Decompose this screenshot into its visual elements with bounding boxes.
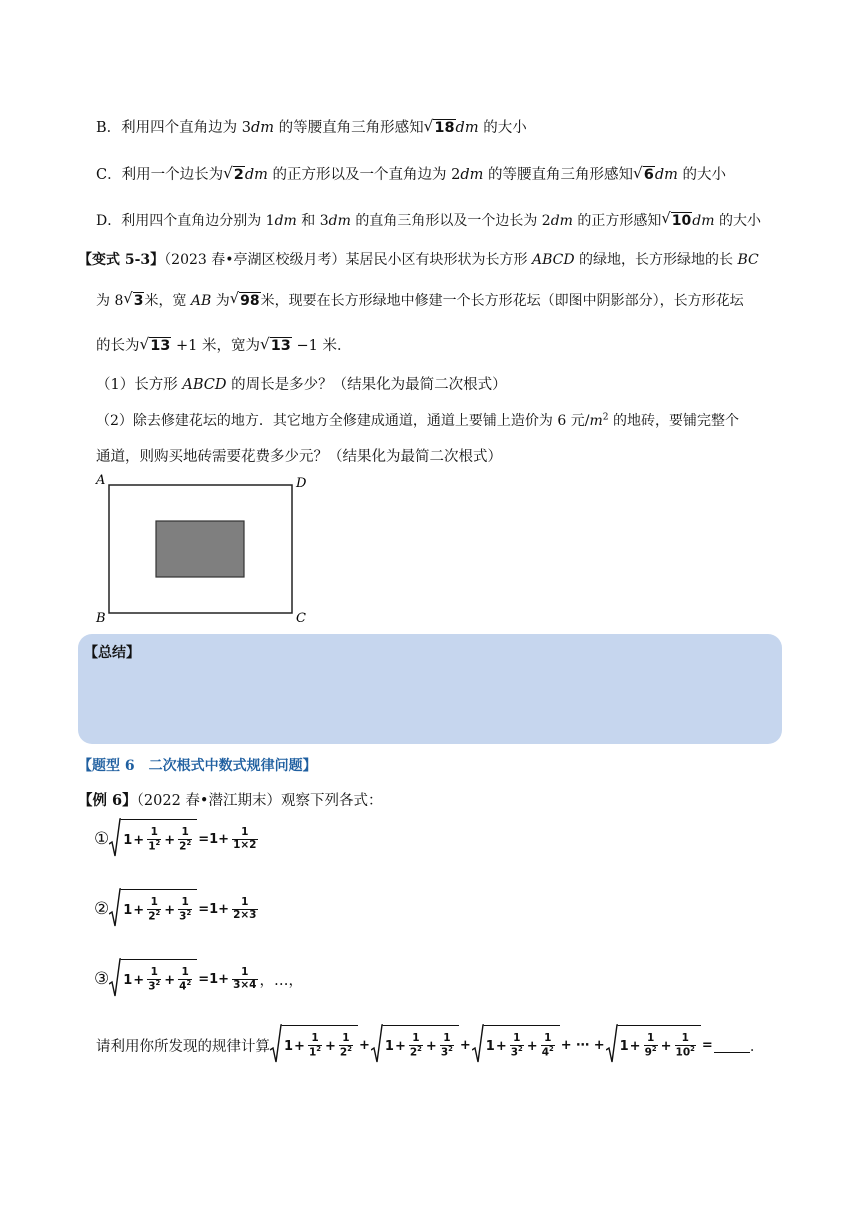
fraction-numerator: 1 xyxy=(150,896,158,909)
sqrt-13-a: √ 13 xyxy=(139,335,171,355)
fraction-numerator: 1 xyxy=(342,1032,350,1045)
sqrt-expression xyxy=(371,1024,459,1066)
one: 1 xyxy=(123,832,133,848)
fraction xyxy=(308,1033,322,1059)
plus: + xyxy=(164,832,176,848)
fraction-denominator xyxy=(147,979,161,993)
fraction-base: 4 xyxy=(179,980,187,993)
fraction-denominator xyxy=(440,1045,454,1059)
variant-line2-mid2: 为 xyxy=(211,293,230,309)
option-d-mid2: 的正方形感知 xyxy=(572,213,662,229)
sqrt-body xyxy=(383,1025,459,1065)
fraction xyxy=(232,967,257,991)
exponent: 2 xyxy=(690,1044,695,1053)
fraction-denominator xyxy=(147,909,161,923)
fraction-base: 2 xyxy=(409,1046,418,1059)
exponent: 2 xyxy=(155,978,161,987)
fraction-base: 3 xyxy=(440,1046,449,1059)
vertex-d: D xyxy=(296,476,307,491)
exponent: 2 xyxy=(651,1044,657,1053)
fraction xyxy=(178,827,192,853)
plus: + xyxy=(164,902,176,918)
radical-sign xyxy=(109,888,121,930)
fraction-numerator: 1 xyxy=(150,966,158,979)
plus: + xyxy=(660,1038,672,1054)
calc-prefix: 请利用你所发现的规律计算 xyxy=(96,1038,270,1055)
summary-label: 【总结】 xyxy=(84,645,140,661)
ellipsis: ，…， xyxy=(259,972,303,989)
plus: + xyxy=(358,1037,370,1053)
option-d xyxy=(96,210,761,230)
question-2-line2 xyxy=(96,445,502,466)
sqrt-10-body: 10 xyxy=(671,213,692,230)
fraction-numerator: 1 xyxy=(513,1032,521,1045)
formula-2 xyxy=(94,888,260,930)
label-bc: BC xyxy=(737,252,759,268)
answer-blank xyxy=(714,1038,750,1053)
fraction-numerator: 1 xyxy=(681,1032,689,1045)
exponent: 2 xyxy=(417,1044,422,1053)
plus: + xyxy=(164,972,176,988)
option-c-mid2: 的等腰直角三角形感知 xyxy=(483,167,634,183)
fraction-base: 1 xyxy=(308,1046,317,1059)
option-c-prefix: C．利用一个边长为 xyxy=(96,167,224,183)
calc-line xyxy=(96,1024,764,1066)
fraction-numerator: 1 xyxy=(443,1032,451,1045)
sqrt-98: √ 98 xyxy=(229,290,260,310)
sqrt-6: √ 6 xyxy=(633,164,654,184)
flower-bed xyxy=(156,521,244,577)
fraction-denominator xyxy=(178,979,192,993)
plus: + xyxy=(133,832,145,848)
fraction xyxy=(178,897,192,923)
summary-box xyxy=(78,634,782,744)
plus: + xyxy=(325,1038,336,1054)
radical-sign xyxy=(109,818,121,860)
option-c-mid1: 的正方形以及一个直角边为 2 xyxy=(267,167,461,183)
sqrt-expression xyxy=(109,888,197,930)
one: 1 xyxy=(123,902,133,918)
q1-post: 的周长是多少？（结果化为最简二次根式） xyxy=(226,377,507,393)
one: 1 xyxy=(123,972,133,988)
sqrt-body xyxy=(121,889,197,929)
exponent: 2 xyxy=(347,1044,352,1053)
fraction xyxy=(147,967,161,993)
fraction-numerator: 1 xyxy=(311,1032,319,1045)
equals-one-plus: =1+ xyxy=(198,901,230,917)
unit-dm: dm xyxy=(251,120,275,136)
unit-dm: dm xyxy=(550,213,573,229)
option-d-prefix: D．利用四个直角边分别为 1 xyxy=(96,213,275,229)
vertex-b: B xyxy=(96,611,106,626)
sqrt-10: √ 10 xyxy=(661,210,692,230)
fraction xyxy=(440,1033,454,1059)
sqrt-13-body: 13 xyxy=(270,338,291,355)
sqrt-body xyxy=(121,959,197,999)
fraction-base: 2 xyxy=(148,910,156,923)
equals-one-plus: =1+ xyxy=(198,831,230,847)
sqrt-expression xyxy=(109,818,197,860)
unit-dm: dm xyxy=(244,167,268,183)
q2-line2: 通道，则购买地砖需要花费多少元？（结果化为最简二次根式） xyxy=(96,449,502,465)
plus: + xyxy=(495,1038,507,1054)
fraction xyxy=(147,897,161,923)
sqrt-6-body: 6 xyxy=(643,167,654,184)
sqrt-3: √ 3 xyxy=(123,290,144,310)
option-b xyxy=(96,116,527,137)
fraction xyxy=(675,1033,696,1059)
sqrt-body xyxy=(282,1025,358,1065)
fraction xyxy=(541,1033,555,1059)
fraction-denominator xyxy=(644,1045,658,1059)
fraction-numerator: 1 xyxy=(544,1032,552,1045)
label-abcd: ABCD xyxy=(531,252,575,268)
variant-line1 xyxy=(78,249,759,269)
variant-line3-mid: +1 米，宽为 xyxy=(171,338,260,354)
unit-sup: 2 xyxy=(602,412,609,423)
option-c-suffix: 的大小 xyxy=(677,167,726,183)
fraction xyxy=(232,827,257,851)
sqrt-body xyxy=(618,1025,701,1065)
variant-line3 xyxy=(96,334,351,355)
sqrt-18: √ 18 xyxy=(423,117,455,137)
exponent: 2 xyxy=(549,1044,554,1053)
fraction-denominator xyxy=(675,1045,696,1059)
plus: + xyxy=(526,1038,538,1054)
sqrt-3-body: 3 xyxy=(133,293,144,310)
unit-m: m xyxy=(589,413,603,429)
exponent: 2 xyxy=(186,978,192,987)
fraction-base: 2 xyxy=(339,1046,348,1059)
example-6-text: （2022 春•潜江期末）观察下列各式： xyxy=(136,793,383,809)
unit-dm: dm xyxy=(328,213,351,229)
option-d-suffix: 的大小 xyxy=(714,213,761,229)
fraction-numerator: 1 xyxy=(241,895,249,908)
option-d-mid: 的直角三角形以及一个边长为 2 xyxy=(350,213,551,229)
exponent: 2 xyxy=(186,908,192,917)
variant-line2-pre: 为 8 xyxy=(96,293,124,309)
fraction xyxy=(510,1033,524,1059)
variant-line2-post: 米，现要在长方形绿地中修建一个长方形花坛（即图中阴影部分），长方形花坛 xyxy=(260,293,744,309)
fraction-denominator xyxy=(409,1045,423,1059)
sqrt-13-b: √ 13 xyxy=(259,335,291,355)
example-6 xyxy=(78,789,382,810)
rectangle-figure xyxy=(90,470,320,630)
circled-number: ② xyxy=(94,899,110,919)
exponent: 2 xyxy=(155,838,161,847)
question-2-line1 xyxy=(96,410,739,430)
fraction-numerator: 1 xyxy=(412,1032,420,1045)
plus: + xyxy=(425,1038,437,1054)
plus: + xyxy=(294,1038,305,1054)
variant-intro: （2023 春•亭湖区校级月考）某居民小区有块形状为长方形 xyxy=(164,252,532,268)
sqrt-98-body: 98 xyxy=(240,293,260,310)
end-mark: ． xyxy=(749,1038,765,1055)
variant-line3-post: −1 米． xyxy=(291,338,352,354)
sqrt-expression xyxy=(270,1024,358,1066)
unit-dm: dm xyxy=(460,167,484,183)
unit-dm: dm xyxy=(654,167,678,183)
radical-sign xyxy=(109,958,121,1000)
equals-one-plus: =1+ xyxy=(198,971,230,987)
fraction-denominator xyxy=(178,909,192,923)
circled-number: ① xyxy=(94,829,110,849)
one: 1 xyxy=(619,1038,629,1054)
fraction-denominator: 2×3 xyxy=(233,908,257,921)
fraction-denominator xyxy=(339,1045,353,1059)
one: 1 xyxy=(485,1038,495,1054)
fraction xyxy=(178,967,192,993)
exponent: 2 xyxy=(186,838,192,847)
variant-line2 xyxy=(96,290,744,310)
label-abcd: ABCD xyxy=(182,377,227,393)
variant-line2-mid: 米，宽 xyxy=(144,293,191,309)
fraction-base: 1 xyxy=(148,840,156,853)
sqrt-body xyxy=(121,819,197,859)
fraction-base: 3 xyxy=(510,1046,519,1059)
unit-dm: dm xyxy=(692,213,715,229)
exponent: 2 xyxy=(448,1044,453,1053)
radical-sign xyxy=(606,1024,618,1066)
fraction-numerator: 1 xyxy=(241,965,249,978)
exponent: 2 xyxy=(155,908,161,917)
fraction-numerator: 1 xyxy=(181,896,189,909)
radical-sign xyxy=(472,1024,484,1066)
one: 1 xyxy=(284,1038,294,1054)
fraction xyxy=(232,897,257,921)
fraction-base: 3 xyxy=(148,980,156,993)
sqrt-18-body: 18 xyxy=(434,120,455,137)
q1-pre: （1）长方形 xyxy=(96,377,183,393)
option-b-mid: 的等腰直角三角形感知 xyxy=(274,120,424,136)
sqrt-body xyxy=(484,1025,560,1065)
sqrt-2: √ 2 xyxy=(223,164,244,184)
variant-line3-pre: 的长为 xyxy=(96,338,140,354)
option-b-prefix: B．利用四个直角边为 3 xyxy=(96,120,251,136)
fraction-base: 10 xyxy=(675,1046,691,1059)
fraction-denominator xyxy=(178,839,192,853)
fraction xyxy=(147,827,161,853)
topic-6-heading: 【题型 6 二次根式中数式规律问题】 xyxy=(78,758,317,774)
sqrt-expression xyxy=(606,1024,701,1066)
sqrt-expression xyxy=(472,1024,560,1066)
plus: + xyxy=(133,972,145,988)
label-ab: AB xyxy=(190,293,212,309)
fraction-base: 3 xyxy=(179,910,187,923)
fraction-numerator: 1 xyxy=(241,825,249,838)
sqrt-2-body: 2 xyxy=(233,167,244,184)
radical-sign xyxy=(270,1024,282,1066)
q2-line1-post: 的地砖，要铺完整个 xyxy=(608,413,739,429)
plus: + xyxy=(133,902,145,918)
equals: = xyxy=(701,1037,713,1053)
exponent: 2 xyxy=(316,1044,322,1053)
option-b-suffix: 的大小 xyxy=(478,120,527,136)
fraction-denominator xyxy=(510,1045,524,1059)
fraction xyxy=(644,1033,658,1059)
option-c xyxy=(96,163,726,184)
fraction-base: 4 xyxy=(541,1046,550,1059)
fraction-denominator xyxy=(308,1045,322,1059)
fraction-numerator: 1 xyxy=(181,826,189,839)
circled-number: ③ xyxy=(94,969,110,989)
fraction-base: 2 xyxy=(179,840,187,853)
variant-label: 【变式 5-3】 xyxy=(78,252,165,268)
fraction-numerator: 1 xyxy=(150,826,158,839)
fraction-numerator: 1 xyxy=(646,1032,655,1045)
dots: + ⋯ + xyxy=(560,1037,605,1053)
q2-line1: （2）除去修建花坛的地方．其它地方全修建成通道，通道上要铺上造价为 6 元/ xyxy=(96,413,590,429)
fraction-denominator xyxy=(541,1045,555,1059)
fraction-numerator: 1 xyxy=(181,966,189,979)
sqrt-expression xyxy=(109,958,197,1000)
fraction-denominator xyxy=(147,839,161,853)
formula-3 xyxy=(94,958,303,1000)
exponent: 2 xyxy=(518,1044,523,1053)
one: 1 xyxy=(384,1038,394,1054)
option-d-and: 和 3 xyxy=(296,213,329,229)
fraction xyxy=(339,1033,353,1059)
fraction-denominator: 1×2 xyxy=(233,838,257,851)
fraction xyxy=(409,1033,423,1059)
unit-dm: dm xyxy=(274,213,297,229)
variant-intro2: 的绿地，长方形绿地的长 xyxy=(574,252,738,268)
fraction-denominator: 3×4 xyxy=(233,978,257,991)
plus: + xyxy=(459,1037,471,1053)
plus: + xyxy=(394,1038,406,1054)
plus: + xyxy=(629,1038,641,1054)
formula-1 xyxy=(94,818,260,860)
sqrt-13-body: 13 xyxy=(150,338,171,355)
vertex-a: A xyxy=(96,473,106,488)
unit-dm: dm xyxy=(455,120,479,136)
radical-sign xyxy=(371,1024,383,1066)
question-1 xyxy=(96,373,507,394)
fraction-base: 9 xyxy=(644,1046,652,1059)
example-6-label: 【例 6】 xyxy=(78,792,137,809)
vertex-c: C xyxy=(296,611,306,626)
